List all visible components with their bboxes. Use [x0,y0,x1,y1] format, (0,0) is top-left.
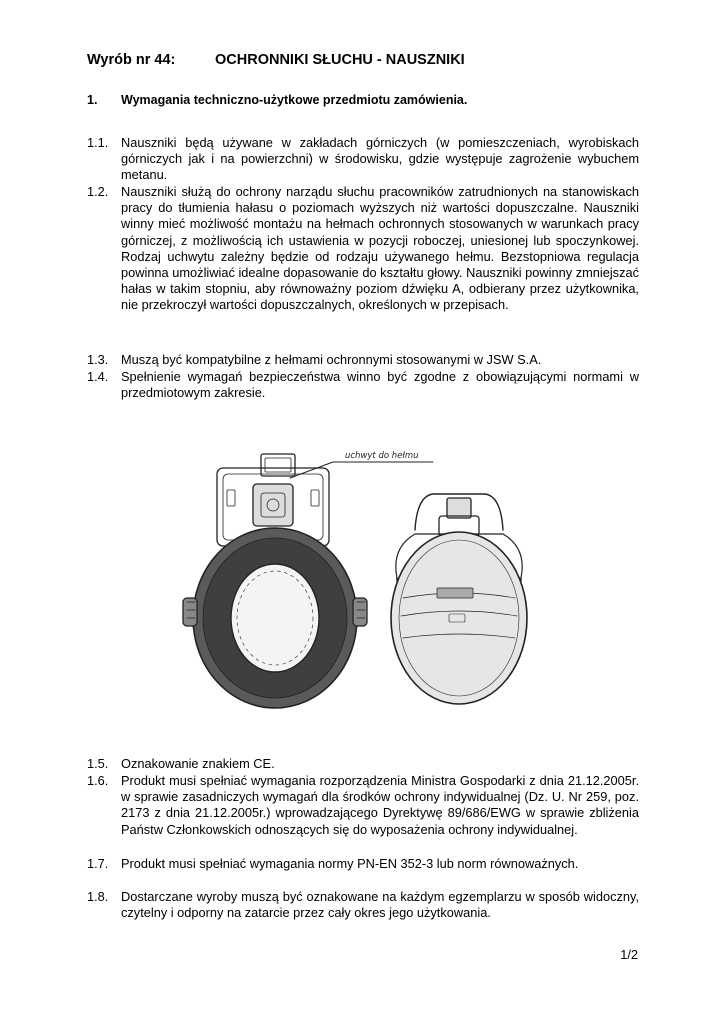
earmuff-front-view [183,454,367,708]
item-text: Dostarczane wyroby muszą być oznakowane na każdym egzemplarzu w sposób widoczny, czytelny i odporny na zatarcie przez cały okres jego użytkowania. [121,889,639,921]
item-text: Spełnienie wymagań bezpieczeństwa winno być zgodne z obowiązującymi normami w przedmiotowym zakresie. [121,369,639,401]
item-number: 1.2. [87,184,109,199]
item-text: Oznakowanie znakiem CE. [121,756,275,771]
item-text: Nauszniki służą do ochrony narządu słuchu pracowników zatrudnionych na stanowiskach pracy do tłumienia hałasu o poziomach wyższych niż wartości dopuszczalne. Nauszniki winny mieć możliwość montażu na hełmach ochronnych stosowanych w warunkach pracy górniczej, z możliwością ich ustawienia w pozycji roboczej, uniesionej lub spoczynkowej. Rodzaj uchwytu zależny będzie od rodzaju używanego hełmu. Bezstopniowa regulacja powinna umożliwiać idealne dopasowanie do kształtu głowy. Nauszniki powinny zmniejszać hałas w takim stopniu, aby równoważny poziom dźwięku A, odbierany przez użytkownika, nie przekroczył wartości dopuszczalnych, określonych w przepisach. [121,184,639,313]
item-number: 1.3. [87,352,109,367]
earmuff-side-view [391,494,527,704]
section-title: Wymagania techniczno-użytkowe przedmiotu zamówienia. [121,93,468,107]
product-number: Wyrób nr 44: [87,52,176,68]
section-number: 1. [87,93,98,107]
list-item [87,889,639,921]
list-item [87,184,639,314]
item-number: 1.4. [87,369,109,384]
item-text: Produkt musi spełniać wymagania rozporządzenia Ministra Gospodarki z dnia 21.12.2005r. w sprawie zasadniczych wymagań dla środków ochrony indywidualnej (Dz. U. Nr 259, poz. 2173 z dnia 21.12.2005r.) wprowadzającego Dyrektywę 89/686/EWG w sprawie zbliżenia Państw Członkowskich odnoszących się do wyposażenia ochrony indywidualnej. [121,773,639,837]
document-title [87,52,465,68]
list-item [87,773,639,838]
list-item [87,756,639,772]
page-number: 1/2 [620,947,638,962]
annotation-label: uchwyt do hełmu [345,451,419,461]
item-text: Nauszniki będą używane w zakładach górniczych (w pomieszczeniach, wyrobiskach górniczych jak i na powierzchni) w środowisku, gdzie występuje zagrożenie wybuchem metanu. [121,135,639,183]
item-number: 1.8. [87,889,109,904]
section-heading [87,93,468,107]
product-name: OCHRONNIKI SŁUCHU - NAUSZNIKI [215,52,465,68]
list-item [87,369,639,401]
item-number: 1.7. [87,856,109,871]
list-item [87,352,639,368]
list-item [87,856,639,872]
earmuff-sketch [165,438,565,718]
list-item [87,135,639,184]
item-number: 1.1. [87,135,109,150]
item-text: Produkt musi spełniać wymagania normy PN-EN 352-3 lub norm równoważnych. [121,856,579,871]
item-number: 1.6. [87,773,109,788]
item-text: Muszą być kompatybilne z hełmami ochronnymi stosowanymi w JSW S.A. [121,352,542,367]
item-number: 1.5. [87,756,109,771]
